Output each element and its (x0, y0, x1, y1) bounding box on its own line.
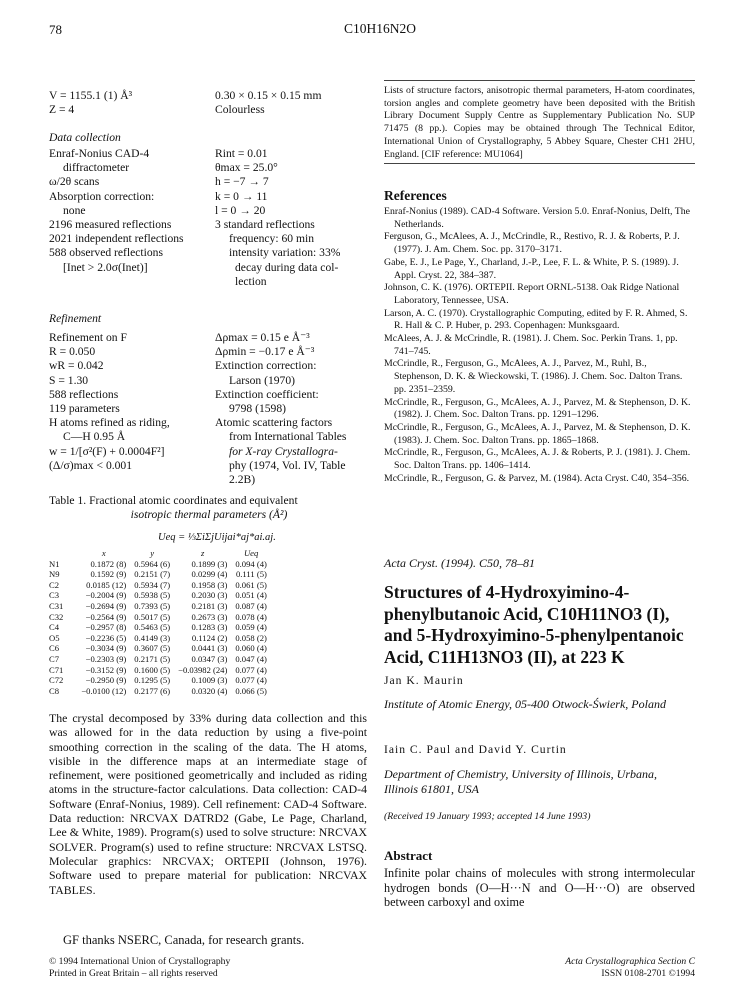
coordinate-cell: −0.2004 (9) (85, 590, 127, 601)
ref-line: Larson (1970) (229, 373, 296, 387)
atom-label: C32 (49, 611, 64, 622)
ref-line: for X-ray Crystallogra- (229, 444, 338, 458)
table-row (49, 686, 271, 697)
ref-line: 9798 (1598) (229, 402, 286, 416)
ref-line: 119 parameters (49, 402, 120, 416)
coordinate-cell: 0.5938 (5) (134, 590, 171, 601)
dc-line: frequency: 60 min (229, 232, 314, 246)
atom-label: N9 (49, 569, 60, 580)
atom-label: C3 (49, 590, 60, 601)
article-citation: Acta Cryst. (1994). C50, 78–81 (384, 556, 535, 570)
table-row (49, 654, 271, 665)
ref-line: w = 1/[σ²(F) + 0.0004F²] (49, 444, 165, 458)
dc-line: Enraf-Nonius CAD-4 (49, 147, 150, 160)
reference-item: McCrindle, R., Ferguson, G., McAlees, A. J. & Roberts, P. J. (1981). J. Chem. Soc. Dalton Trans. pp. 1406–1414. (384, 447, 691, 472)
left-body-text: The crystal decomposed by 33% during data collection and this was allowed for in the data reduction by using a five-point smoothing correction in the scaling of the data. The H atoms, visible in the difference maps at an intermediate stage of refinement, were positioned geometrically and included as riding atoms in the structure-factor calculations. Data collection: CAD-4 Software (Enraf-Nonius, 1989). Cell refinement: CAD-4 Software. Data reduction: NRCVAX DATRD2 (Gabe, Le Page, Charland, Lee & White, 1989). Program(s) used to solve structure: NRCVAX SOLVER. Program(s) used to refine structure: NRCVAX LSTSQ. Molecular graphics: NRCVAX; ORTEPII (Johnson, 1976). Software used to prepare material for publication: NRCVAX TABLES. (49, 711, 367, 897)
atom-label: N1 (49, 558, 60, 569)
coordinate-cell: 0.1600 (5) (134, 664, 171, 675)
ref-line: Extinction correction: (215, 359, 317, 373)
coordinate-cell: 0.1009 (3) (191, 675, 228, 686)
table-row (49, 601, 271, 612)
coordinate-cell: 0.061 (5) (235, 579, 267, 590)
crystal-size: 0.30 × 0.15 × 0.15 mm (215, 89, 322, 102)
table-row (49, 612, 271, 623)
refinement-right (215, 331, 375, 487)
coordinate-cell: 0.2673 (3) (191, 611, 228, 622)
reference-item: McCrindle, R., Ferguson, G., McAlees, A. J., Parvez, M., Ruhl, B., Stephenson, D. K. & Wieckowski, T. (1986). J. Chem. Soc. Dalton Trans. pp. 2351–2359. (384, 358, 683, 395)
coordinate-cell: 0.094 (4) (235, 558, 267, 569)
coordinate-cell: 0.060 (4) (235, 643, 267, 654)
coordinate-cell: 0.3607 (5) (134, 643, 171, 654)
ref-line: H atoms refined as riding, (49, 416, 170, 430)
coordinate-cell: 0.047 (4) (235, 653, 267, 664)
coordinate-cell: 0.1592 (9) (90, 569, 127, 580)
reference-item: McAlees, A. J. & McCrindle, R. (1981). J. Chem. Soc. Perkin Trans. 1, pp. 741–745. (384, 333, 678, 357)
crystal-volume: V = 1155.1 (1) Å³ (49, 89, 133, 102)
atom-label: C71 (49, 664, 64, 675)
table1-caption-line: Table 1. Fractional atomic coordinates and equivalent (49, 494, 298, 507)
dc-line: l = 0 → 20 (215, 203, 266, 217)
coordinate-cell: 0.1958 (3) (191, 579, 228, 590)
coordinate-cell: −0.3152 (9) (85, 664, 127, 675)
abstract-heading: Abstract (384, 848, 433, 863)
reference-item: McCrindle, R., Ferguson, G. & Parvez, M. (1984). Acta Cryst. C40, 354–356. (384, 472, 690, 484)
table-header (49, 548, 77, 559)
table-row (49, 665, 271, 676)
coordinate-cell: 0.1899 (3) (191, 558, 228, 569)
table-header-row (49, 548, 271, 559)
reference-item: Enraf-Nonius (1989). CAD-4 Software. Version 5.0. Enraf-Nonius, Delft, The Netherlands. (384, 206, 690, 230)
refinement-left (49, 331, 214, 473)
table-header: z (201, 548, 205, 558)
received-dates: (Received 19 January 1993; accepted 14 June 1993) (384, 811, 591, 822)
table-row (49, 580, 271, 591)
coordinate-cell: 0.111 (5) (235, 569, 267, 580)
crystal-left (49, 89, 132, 117)
printed-line: Printed in Great Britain – all rights reserved (49, 968, 218, 980)
crystal-right (215, 89, 321, 117)
deposit-note: Lists of structure factors, anisotropic thermal parameters, H-atom coordinates, torsion angles and complete geometry have been deposited with the British Library Document Supply Centre as Supplementary Publication No. SUP 71475 (8 pp.). Copies may be obtained through The Technical Editor, International Union of Crystallography, 5 Abbey Square, Chester CH1 2HU, England. [CIF reference: MU1064] (384, 85, 695, 160)
dc-line: ω/2θ scans (49, 175, 100, 189)
ref-line: Extinction coefficient: (215, 387, 319, 401)
coordinate-cell: 0.1283 (3) (191, 622, 228, 633)
coordinates-table (49, 548, 271, 696)
table-row (49, 633, 271, 644)
coordinate-cell: 0.077 (4) (235, 664, 267, 675)
ueq-formula: Ueq = ⅓ΣiΣjUijai*aj*ai.aj. (158, 532, 276, 543)
dc-line: k = 0 → 11 (215, 189, 268, 203)
ref-line: Δρmin = −0.17 e Å⁻³ (215, 345, 315, 359)
table-row (49, 569, 271, 580)
reference-item: Ferguson, G., McAlees, A. J., McCrindle, R., Restivo, R. J. & Roberts, P. J. (1977). J. Am. Chem. Soc. pp. 3170–3171. (384, 231, 680, 256)
coordinate-cell: −0.2564 (9) (85, 611, 127, 622)
dc-line: [Inet > 2.0σ(Inet)] (63, 260, 148, 274)
coordinate-cell: 0.058 (2) (235, 632, 267, 643)
ref-line: S = 1.30 (49, 373, 89, 387)
ref-line: (Δ/σ)max < 0.001 (49, 458, 133, 472)
ref-line: C—H 0.95 Å (63, 430, 126, 444)
article-title: Structures of 4-Hydroxyimino-4-phenylbutanoic Acid, C10H11NO3 (I), and 5-Hydroxyimino-5-phenylpentanoic Acid, C11H13NO3 (II), at 223 K (384, 582, 684, 667)
data-collection-left (49, 147, 214, 275)
reference-item: Gabe, E. J., Le Page, Y., Charland, J.-P., Lee, F. L. & White, P. S. (1989). J. Appl. Cryst. 22, 384–387. (384, 256, 679, 281)
data-collection-right (215, 147, 375, 289)
coordinate-cell: 0.5463 (5) (134, 622, 171, 633)
ref-line: from International Tables (229, 430, 347, 444)
coordinate-cell: −0.0100 (12) (81, 685, 127, 696)
table-row (49, 643, 271, 654)
ref-line: 2.2B) (229, 473, 256, 487)
coordinate-cell: 0.1872 (8) (90, 558, 127, 569)
coordinate-cell: 0.077 (4) (235, 675, 267, 686)
coordinate-cell: 0.059 (4) (235, 622, 267, 633)
affiliation-maurin: Institute of Atomic Energy, 05-400 Otwock-Świerk, Poland (384, 697, 666, 711)
coordinates-body (49, 559, 271, 697)
coordinate-cell: 0.5017 (5) (134, 611, 171, 622)
coordinate-cell: 0.0320 (4) (191, 685, 228, 696)
dc-line: 588 observed reflections (49, 246, 163, 260)
coordinate-cell: 0.0299 (4) (191, 569, 228, 580)
coordinate-cell: −0.2303 (9) (85, 653, 127, 664)
coordinate-cell: −0.2957 (8) (85, 622, 127, 633)
table-row (49, 559, 271, 570)
coordinate-cell: 0.087 (4) (235, 600, 267, 611)
ref-line: 588 reflections (49, 387, 119, 401)
authors-paul-curtin: Iain C. Paul and David Y. Curtin (384, 743, 567, 756)
coordinate-cell: −0.2950 (9) (85, 675, 127, 686)
page-formula: C10H16N2O (344, 21, 417, 36)
dc-line: 3 standard reflections (215, 218, 315, 232)
coordinate-cell: 0.2030 (3) (191, 590, 228, 601)
dc-line: 2021 independent reflections (49, 232, 184, 246)
coordinate-cell: 0.051 (4) (235, 590, 267, 601)
coordinate-cell: 0.7393 (5) (134, 600, 171, 611)
atom-label: C8 (49, 685, 60, 696)
coordinate-cell: 0.066 (5) (235, 685, 267, 696)
coordinate-cell: −0.2694 (9) (85, 600, 127, 611)
table-row (49, 675, 271, 686)
dc-line: θmax = 25.0° (215, 161, 278, 175)
copyright-line: © 1994 International Union of Crystallography (49, 956, 231, 967)
coordinate-cell: −0.03982 (24) (178, 664, 228, 675)
table-header: x (101, 548, 106, 558)
coordinate-cell: 0.078 (4) (235, 611, 267, 622)
ref-line: R = 0.050 (49, 345, 96, 359)
refinement-heading: Refinement (49, 312, 102, 325)
coordinate-cell: 0.4149 (3) (134, 632, 171, 643)
atom-label: C31 (49, 600, 64, 611)
affiliation-illinois: Department of Chemistry, University of Illinois, Urbana, Illinois 61801, USA (384, 767, 657, 796)
abstract-text: Infinite polar chains of molecules with strong intermolecular hydrogen bonds (O—H···N and O—H···O) are observed between carboxyl and oxime (384, 866, 695, 910)
coordinate-cell: −0.2236 (5) (85, 632, 127, 643)
coordinate-cell: 0.2177 (6) (134, 685, 171, 696)
ref-line: Atomic scattering factors (215, 416, 333, 430)
dc-line: h = −7 → 7 (215, 175, 269, 189)
table-header: Ueq (243, 548, 259, 558)
coordinate-cell: 0.5934 (7) (134, 579, 171, 590)
atom-label: C72 (49, 675, 64, 686)
coordinate-cell: 0.0185 (12) (86, 579, 127, 590)
table-header: y (150, 548, 155, 558)
atom-label: C2 (49, 579, 60, 590)
reference-item: Johnson, C. K. (1976). ORTEPII. Report ORNL-5138. Oak Ridge National Laboratory, Tennessee, USA. (384, 282, 680, 306)
table-row (49, 590, 271, 601)
ref-line: Refinement on F (49, 331, 127, 344)
coordinate-cell: 0.0347 (3) (191, 653, 228, 664)
atom-label: C4 (49, 622, 60, 633)
coordinate-cell: 0.5964 (6) (134, 558, 171, 569)
dc-line: lection (235, 274, 267, 288)
page-number: 78 (49, 22, 62, 37)
dc-line: decay during data col- (235, 260, 339, 274)
coordinate-cell: 0.2151 (7) (134, 569, 171, 580)
references-heading: References (384, 188, 447, 203)
footer-right (470, 956, 695, 981)
dc-line: none (63, 203, 86, 217)
dc-line: 2196 measured reflections (49, 218, 172, 232)
dc-line: diffractometer (63, 161, 130, 175)
data-collection-heading: Data collection (49, 131, 121, 144)
top-rule (384, 80, 695, 81)
table-row (49, 622, 271, 633)
coordinate-cell: 0.0441 (3) (191, 643, 228, 654)
issn-line: ISSN 0108-2701 ©1994 (601, 968, 695, 980)
author-maurin: Jan K. Maurin (384, 674, 464, 687)
table1-caption-line: isotropic thermal parameters (Å²) (130, 508, 288, 522)
footer-left (49, 956, 230, 981)
atom-label: C7 (49, 653, 60, 664)
ref-line: phy (1974, Vol. IV, Table (229, 458, 346, 472)
dc-line: intensity variation: 33% (229, 246, 341, 260)
coordinate-cell: −0.3034 (9) (85, 643, 127, 654)
deposit-rule (384, 163, 695, 164)
table1-caption (49, 494, 369, 522)
dc-line: Absorption correction: (49, 189, 155, 203)
atom-label: O5 (49, 632, 60, 643)
ref-line: wR = 0.042 (49, 359, 104, 373)
crystal-colour: Colourless (215, 103, 265, 117)
atom-label: C6 (49, 643, 60, 654)
crystal-z: Z = 4 (49, 103, 75, 117)
dc-line: Rint = 0.01 (215, 147, 268, 160)
acknowledgement: GF thanks NSERC, Canada, for research grants. (63, 933, 305, 947)
coordinate-cell: 0.1124 (2) (191, 632, 228, 643)
ref-line: Δρmax = 0.15 e Å⁻³ (215, 331, 310, 344)
coordinate-cell: 0.2181 (3) (191, 600, 228, 611)
coordinate-cell: 0.2171 (5) (134, 653, 171, 664)
references-list (384, 206, 695, 485)
coordinate-cell: 0.1295 (5) (134, 675, 171, 686)
table1 (49, 548, 271, 696)
reference-item: Larson, A. C. (1970). Crystallographic Computing, edited by F. R. Ahmed, S. R. Hall & C. P. Huber, p. 293. Copenhagen: Munksgaard. (384, 307, 688, 332)
journal-line: Acta Crystallographica Section C (565, 956, 695, 967)
reference-item: McCrindle, R., Ferguson, G., McAlees, A. J., Parvez, M. & Stephenson, D. K. (1983). J. Chem. Soc. Dalton Trans. pp. 1865–1868. (384, 421, 691, 446)
reference-item: McCrindle, R., Ferguson, G., McAlees, A. J., Parvez, M. & Stephenson, D. K. (1982). J. Chem. Soc. Dalton Trans. pp. 1291–1296. (384, 396, 691, 421)
